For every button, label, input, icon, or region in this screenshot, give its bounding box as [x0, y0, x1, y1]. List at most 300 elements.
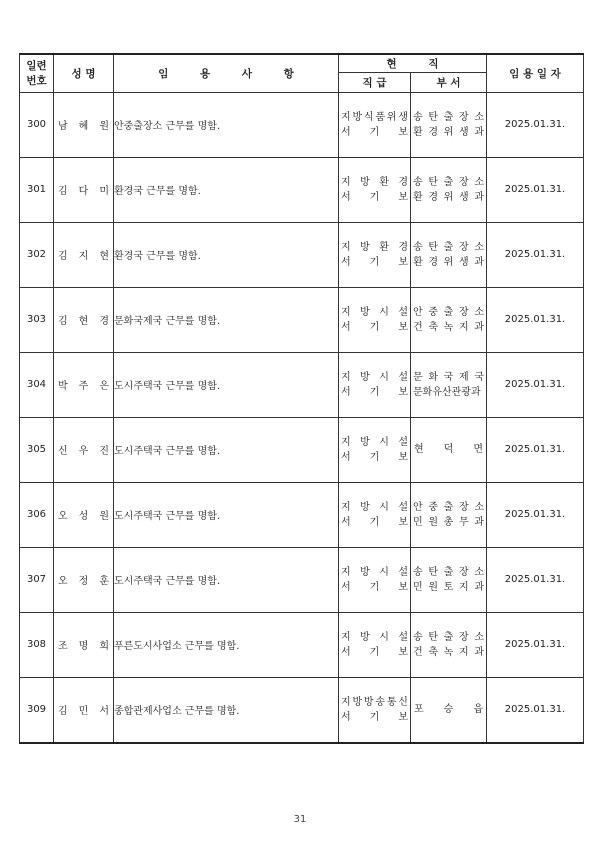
- header-serial: [20, 54, 54, 92]
- rank-char: 시: [379, 306, 389, 318]
- dept-char: 민: [413, 581, 423, 593]
- table-row: [20, 352, 584, 417]
- rank-char: 방: [360, 176, 370, 188]
- dept-char: 경: [428, 126, 438, 138]
- rank-char: 시: [379, 436, 389, 448]
- name-char: 오: [58, 576, 68, 587]
- dept-line: [411, 305, 486, 320]
- appointment-desc: 안중출장소 근무를 명함.: [114, 92, 339, 157]
- department-cell: [411, 677, 487, 743]
- dept-line: [411, 125, 486, 140]
- dept-char: 과: [474, 126, 484, 138]
- dept-char: 소: [474, 306, 484, 318]
- dept-char: 경: [428, 256, 438, 268]
- dept-char: 축: [428, 646, 438, 658]
- name-char: 원: [99, 511, 109, 522]
- rank-char: 기: [369, 256, 380, 268]
- dept-line: [411, 580, 486, 595]
- appointment-date: 2025.01.31.: [487, 287, 584, 352]
- dept-char: 출: [443, 176, 454, 188]
- name-char: 다: [78, 186, 89, 197]
- name-char: 김: [58, 186, 68, 197]
- table-row: [20, 287, 584, 352]
- name-char: 신: [58, 446, 68, 457]
- table-row: [20, 157, 584, 222]
- dept-char: 읍: [473, 704, 484, 716]
- rank-line: [339, 710, 410, 725]
- rank-char: 식: [363, 111, 374, 123]
- rank-cell: [339, 417, 411, 482]
- rank-char: 기: [369, 191, 380, 203]
- rank-line: [339, 190, 410, 205]
- serial-number: 302: [20, 222, 54, 287]
- rank-line: [339, 565, 410, 580]
- appointment-desc: 도시주택국 근무를 명함.: [114, 482, 339, 547]
- name-char: 남: [58, 121, 68, 132]
- header-department: 부 서: [411, 72, 487, 92]
- person-name-chars: [54, 247, 113, 262]
- dept-char: 현: [414, 444, 424, 455]
- serial-number: 301: [20, 157, 54, 222]
- rank-char: 설: [398, 566, 408, 578]
- dept-char: 문: [413, 371, 423, 383]
- rank-line: [339, 370, 410, 385]
- rank-line: [339, 630, 410, 645]
- appointment-date: 2025.01.31.: [487, 482, 584, 547]
- dept-char: 송: [413, 111, 423, 123]
- serial-number: 300: [20, 92, 54, 157]
- appointment-date: 2025.01.31.: [487, 92, 584, 157]
- dept-char: 출: [443, 241, 454, 253]
- name-char: 원: [99, 121, 109, 132]
- dept-char: 출: [443, 566, 454, 578]
- rank-char: 보: [398, 386, 408, 398]
- dept-char: 녹: [443, 321, 454, 333]
- dept-char: 문화유산관광과: [413, 386, 481, 398]
- dept-line: [411, 385, 486, 400]
- header-current-post-text: 현 직: [386, 57, 453, 70]
- person-name: [54, 92, 114, 157]
- rank-line: [339, 255, 410, 270]
- name-char: 우: [78, 446, 89, 457]
- name-char: 김: [58, 316, 68, 327]
- appointment-desc: 도시주택국 근무를 명함.: [114, 547, 339, 612]
- dept-char: 민: [413, 516, 423, 528]
- dept-char: 국: [443, 371, 454, 383]
- rank-char: 방: [360, 566, 370, 578]
- dept-char: 장: [458, 566, 469, 578]
- rank-char: 지: [341, 371, 351, 383]
- person-name: [54, 612, 114, 677]
- appointment-date: 2025.01.31.: [487, 417, 584, 482]
- table-row: [20, 547, 584, 612]
- header-appointment: [114, 54, 339, 92]
- dept-char: 환: [413, 191, 423, 203]
- name-char: 조: [58, 641, 68, 652]
- dept-char: 위: [443, 256, 454, 268]
- header-appointment-text: 임 용 사 항: [158, 67, 308, 80]
- appointment-date: 2025.01.31.: [487, 157, 584, 222]
- dept-char: 포: [414, 704, 424, 716]
- dept-line: [411, 320, 486, 335]
- rank-char: 설: [398, 306, 408, 318]
- rank-char: 보: [398, 126, 408, 138]
- dept-char: 장: [458, 111, 469, 123]
- dept-line: [411, 645, 486, 660]
- dept-char: 소: [474, 501, 484, 513]
- dept-char: 토: [443, 581, 454, 593]
- rank-char: 지: [341, 111, 351, 123]
- dept-char: 송: [413, 241, 423, 253]
- rank-char: 방: [360, 306, 370, 318]
- serial-number: 307: [20, 547, 54, 612]
- dept-line: [411, 190, 486, 205]
- rank-char: 보: [398, 451, 408, 463]
- person-name-chars: [54, 377, 113, 392]
- person-name-chars: [54, 117, 113, 132]
- dept-char: 탄: [428, 241, 438, 253]
- rank-char: 방: [360, 241, 370, 253]
- department-cell: [411, 352, 487, 417]
- name-char: 은: [99, 381, 109, 392]
- rank-line: [339, 515, 410, 530]
- dept-char: 총: [443, 516, 454, 528]
- rank-char: 방: [352, 696, 363, 708]
- person-name: [54, 352, 114, 417]
- dept-char: 안: [413, 501, 423, 513]
- serial-number: 303: [20, 287, 54, 352]
- header-date: 임 용 일 자: [487, 54, 584, 92]
- dept-char: 생: [458, 256, 469, 268]
- dept-line: [411, 442, 486, 457]
- name-char: 명: [78, 641, 89, 652]
- header-rank: 직 급: [339, 72, 411, 92]
- name-char: 경: [99, 316, 109, 327]
- rank-char: 방: [360, 371, 370, 383]
- rank-cell: [339, 677, 411, 743]
- dept-char: 소: [474, 176, 484, 188]
- dept-char: 녹: [443, 646, 454, 658]
- dept-char: 원: [428, 581, 438, 593]
- rank-cell: [339, 287, 411, 352]
- rank-char: 서: [341, 386, 351, 398]
- rank-char: 지: [341, 176, 351, 188]
- rank-line: [339, 645, 410, 660]
- rank-char: 보: [398, 321, 408, 333]
- appointment-date: 2025.01.31.: [487, 222, 584, 287]
- person-name: [54, 482, 114, 547]
- rank-char: 지: [341, 696, 351, 708]
- dept-char: 과: [474, 191, 484, 203]
- rank-char: 기: [369, 581, 380, 593]
- rank-char: 서: [341, 451, 351, 463]
- dept-char: 건: [413, 646, 423, 658]
- appointment-desc: 도시주택국 근무를 명함.: [114, 417, 339, 482]
- rank-char: 보: [398, 256, 408, 268]
- dept-char: 장: [458, 176, 469, 188]
- dept-char: 송: [413, 176, 423, 188]
- table-row: [20, 612, 584, 677]
- rank-char: 기: [369, 711, 380, 723]
- table-row: [20, 92, 584, 157]
- rank-cell: [339, 222, 411, 287]
- name-char: 김: [58, 706, 68, 718]
- person-name: [54, 417, 114, 482]
- dept-char: 장: [458, 241, 469, 253]
- rank-char: 서: [341, 711, 351, 723]
- rank-char: 보: [398, 191, 408, 203]
- dept-char: 과: [474, 646, 484, 658]
- name-char: 훈: [99, 576, 109, 587]
- dept-char: 지: [458, 321, 469, 333]
- rank-char: 시: [379, 371, 389, 383]
- rank-char: 설: [398, 436, 408, 448]
- person-name: [54, 677, 114, 743]
- rank-line: [339, 305, 410, 320]
- dept-char: 중: [428, 306, 438, 318]
- appointment-desc: 종합관제사업소 근무를 명함.: [114, 677, 339, 743]
- department-cell: [411, 222, 487, 287]
- dept-char: 승: [443, 704, 454, 716]
- dept-char: 위: [443, 126, 454, 138]
- header-name: 성 명: [54, 54, 114, 92]
- dept-line: [411, 175, 486, 190]
- serial-number: 306: [20, 482, 54, 547]
- person-name-chars: [54, 637, 113, 652]
- rank-char: 방: [360, 631, 370, 643]
- serial-number: 305: [20, 417, 54, 482]
- dept-char: 출: [443, 306, 454, 318]
- dept-char: 송: [413, 566, 423, 578]
- dept-char: 면: [473, 444, 484, 455]
- appointment-table: [19, 53, 584, 744]
- dept-char: 과: [474, 321, 484, 333]
- rank-cell: [339, 352, 411, 417]
- rank-char: 생: [398, 111, 408, 123]
- dept-char: 지: [458, 646, 469, 658]
- name-char: 혜: [78, 121, 89, 132]
- dept-char: 탄: [428, 111, 438, 123]
- person-name-chars: [54, 507, 113, 522]
- rank-char: 방: [360, 501, 370, 513]
- dept-char: 장: [458, 306, 469, 318]
- name-char: 성: [78, 511, 89, 522]
- rank-char: 설: [398, 501, 408, 513]
- rank-char: 신: [398, 696, 408, 708]
- dept-line: [411, 565, 486, 580]
- person-name-chars: [54, 312, 113, 327]
- dept-line: [411, 110, 486, 125]
- dept-char: 생: [458, 126, 469, 138]
- rank-char: 송: [375, 696, 386, 708]
- rank-char: 경: [398, 241, 408, 253]
- appointment-date: 2025.01.31.: [487, 612, 584, 677]
- name-char: 오: [58, 511, 68, 522]
- rank-char: 지: [341, 631, 351, 643]
- person-name-chars: [54, 702, 113, 717]
- rank-char: 지: [341, 241, 351, 253]
- name-char: 현: [99, 251, 109, 262]
- serial-number: 304: [20, 352, 54, 417]
- rank-line: [339, 450, 410, 465]
- name-char: 희: [99, 641, 109, 652]
- dept-char: 과: [474, 256, 484, 268]
- dept-char: 소: [474, 111, 484, 123]
- serial-number: 309: [20, 677, 54, 743]
- name-char: 민: [78, 706, 89, 718]
- name-char: 미: [99, 186, 109, 197]
- header-current-post: [339, 54, 487, 72]
- dept-char: 제: [458, 371, 469, 383]
- rank-char: 방: [360, 436, 370, 448]
- rank-char: 기: [369, 126, 380, 138]
- table-row: [20, 417, 584, 482]
- dept-char: 송: [413, 631, 423, 643]
- rank-cell: [339, 92, 411, 157]
- person-name: [54, 547, 114, 612]
- appointment-desc: 환경국 근무를 명함.: [114, 157, 339, 222]
- rank-char: 기: [369, 321, 380, 333]
- dept-char: 무: [458, 516, 469, 528]
- name-char: 서: [99, 706, 109, 718]
- rank-char: 통: [386, 696, 397, 708]
- rank-char: 서: [341, 321, 351, 333]
- rank-char: 지: [341, 566, 351, 578]
- appointment-date: 2025.01.31.: [487, 352, 584, 417]
- dept-char: 출: [443, 111, 454, 123]
- dept-char: 화: [428, 371, 438, 383]
- rank-char: 보: [398, 516, 408, 528]
- dept-char: 국: [474, 371, 484, 383]
- table-row: [20, 222, 584, 287]
- rank-cell: [339, 157, 411, 222]
- dept-char: 탄: [428, 176, 438, 188]
- rank-cell: [339, 612, 411, 677]
- rank-char: 설: [398, 631, 408, 643]
- appointment-date: 2025.01.31.: [487, 547, 584, 612]
- rank-char: 서: [341, 126, 351, 138]
- appointment-desc: 도시주택국 근무를 명함.: [114, 352, 339, 417]
- rank-char: 서: [341, 516, 351, 528]
- rank-cell: [339, 482, 411, 547]
- rank-char: 보: [398, 646, 408, 658]
- name-char: 박: [58, 381, 68, 392]
- dept-char: 경: [428, 191, 438, 203]
- rank-char: 시: [379, 631, 389, 643]
- rank-char: 기: [369, 516, 380, 528]
- dept-line: [411, 255, 486, 270]
- appointment-desc: 환경국 근무를 명함.: [114, 222, 339, 287]
- dept-line: [411, 630, 486, 645]
- header-serial-line2: 번호: [26, 75, 47, 88]
- rank-line: [339, 125, 410, 140]
- rank-char: 설: [398, 371, 408, 383]
- name-char: 정: [78, 576, 89, 587]
- rank-line: [339, 320, 410, 335]
- rank-char: 방: [363, 696, 374, 708]
- dept-char: 소: [474, 566, 484, 578]
- rank-char: 지: [341, 306, 351, 318]
- table-row: [20, 677, 584, 743]
- rank-char: 경: [398, 176, 408, 188]
- rank-char: 지: [341, 436, 351, 448]
- department-cell: [411, 92, 487, 157]
- rank-char: 서: [341, 191, 351, 203]
- dept-char: 지: [458, 581, 469, 593]
- dept-char: 소: [474, 631, 484, 643]
- rank-char: 품: [375, 111, 386, 123]
- department-cell: [411, 157, 487, 222]
- rank-char: 위: [386, 111, 397, 123]
- rank-char: 기: [369, 646, 380, 658]
- rank-char: 기: [369, 386, 380, 398]
- appointment-desc: 문화국제국 근무를 명함.: [114, 287, 339, 352]
- dept-line: [411, 515, 486, 530]
- rank-line: [339, 695, 410, 710]
- dept-char: 출: [443, 501, 454, 513]
- rank-line: [339, 175, 410, 190]
- rank-char: 환: [379, 241, 389, 253]
- department-cell: [411, 287, 487, 352]
- person-name: [54, 287, 114, 352]
- dept-char: 환: [413, 126, 423, 138]
- person-name: [54, 157, 114, 222]
- dept-line: [411, 370, 486, 385]
- dept-char: 위: [443, 191, 454, 203]
- serial-number: 308: [20, 612, 54, 677]
- dept-char: 소: [474, 241, 484, 253]
- dept-char: 탄: [428, 566, 438, 578]
- dept-char: 원: [428, 516, 438, 528]
- rank-char: 시: [379, 566, 389, 578]
- rank-char: 보: [398, 581, 408, 593]
- dept-char: 장: [458, 631, 469, 643]
- rank-line: [339, 435, 410, 450]
- appointment-date: 2025.01.31.: [487, 677, 584, 743]
- dept-char: 환: [413, 256, 423, 268]
- name-char: 현: [78, 316, 89, 327]
- table-row: [20, 482, 584, 547]
- rank-cell: [339, 547, 411, 612]
- dept-char: 과: [474, 581, 484, 593]
- name-char: 진: [99, 446, 109, 457]
- department-cell: [411, 417, 487, 482]
- page-number: 31: [293, 814, 307, 825]
- dept-char: 생: [458, 191, 469, 203]
- dept-line: [411, 500, 486, 515]
- dept-char: 출: [443, 631, 454, 643]
- dept-char: 안: [413, 306, 423, 318]
- rank-char: 기: [369, 451, 380, 463]
- person-name: [54, 222, 114, 287]
- rank-char: 환: [379, 176, 389, 188]
- name-char: 지: [78, 251, 89, 262]
- rank-char: 보: [398, 711, 408, 723]
- dept-line: [411, 702, 486, 717]
- person-name-chars: [54, 572, 113, 587]
- dept-char: 건: [413, 321, 423, 333]
- rank-line: [339, 580, 410, 595]
- rank-line: [339, 110, 410, 125]
- rank-line: [339, 385, 410, 400]
- rank-char: 방: [352, 111, 363, 123]
- dept-line: [411, 240, 486, 255]
- person-name-chars: [54, 442, 113, 457]
- header-serial-line1: 일련: [26, 60, 47, 73]
- dept-char: 장: [458, 501, 469, 513]
- rank-char: 서: [341, 256, 351, 268]
- department-cell: [411, 482, 487, 547]
